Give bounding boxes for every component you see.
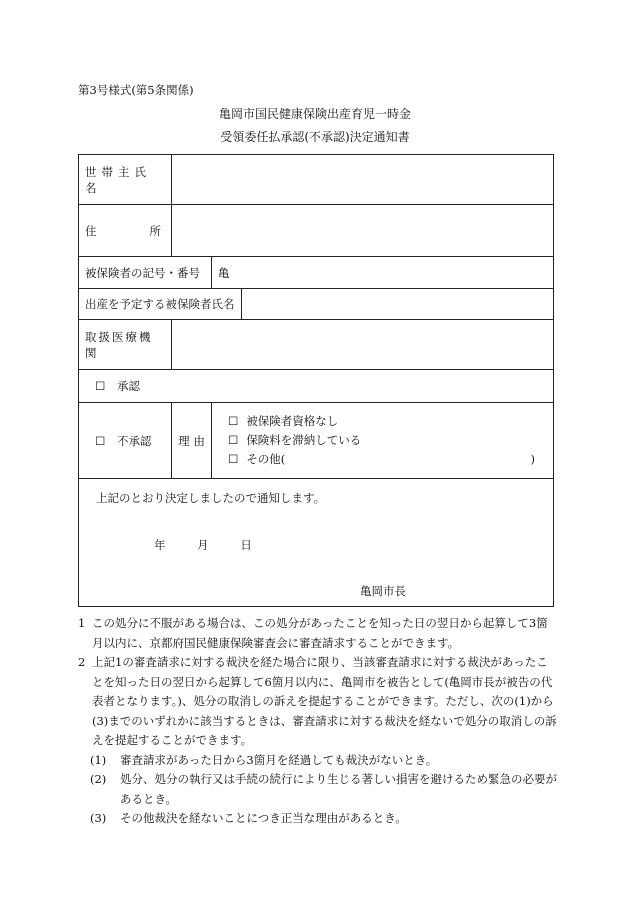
reason-checkbox[interactable]: ☐ [228,452,239,466]
institution-label: 取扱医療機関 [85,329,153,360]
approve-row [79,370,554,403]
insured-code-value[interactable] [212,257,554,289]
reason-label: 理 由 [172,403,212,479]
insured-code-row [79,257,554,289]
reject-checkbox[interactable]: ☐ [95,433,106,448]
institution-row [79,320,554,370]
note-sub-item: (3) その他裁決を経ないことにつき正当な理由があるとき。 [90,811,407,825]
decision-form-table [78,154,554,607]
form-number: 第3号様式(第5条関係) [78,83,194,97]
reason-checkbox[interactable]: ☐ [228,433,239,447]
note-sub-item: (1) 審査請求があった日から3箇月を経過しても裁決がないとき。 [90,752,438,767]
expectant-label: 出産を予定する被保険者氏名 [79,289,242,320]
householder-value[interactable] [172,155,554,205]
approve-checkbox[interactable]: ☐ [95,379,106,393]
address-label: 住 所 [85,223,161,238]
note-sub-item: (2) 処分、処分の執行又は手続の続行により生じる著しい損害を避けるため緊急の必要があるとき。 [90,772,557,806]
insured-code-label: 被保険者の記号・番号 [79,257,212,289]
date-month: 月 [197,538,209,552]
notice-text: 上記のとおり決定しましたので通知します。 [96,491,326,505]
date-year: 年 [154,538,166,552]
reason-checkbox[interactable]: ☐ [228,414,239,428]
reason-item-other: ☐ その他( ) [228,450,547,469]
approve-label: 承認 [116,379,140,393]
expectant-row [79,289,554,320]
address-value[interactable] [172,205,554,257]
expectant-value[interactable] [242,289,554,320]
reason-list [212,403,554,479]
reason-item: ☐ 保険料を滞納している [228,431,547,450]
reason-item: ☐ 被保険者資格なし [228,412,547,431]
document-title-line1: 亀岡市国民健康保険出産育児一時金 [218,107,411,121]
householder-label: 世帯主氏名 [85,164,151,195]
note-item: 1 この処分に不服がある場合は、この処分があったことを知った日の翌日から起算して3箇月以内に、京都府国民健康保険審査会に審査請求することができます。 [78,616,548,650]
insured-code-prefix: 亀 [218,265,230,280]
reject-row [79,403,554,479]
householder-row [79,155,554,205]
signer-name: 亀岡市長 [360,584,406,598]
institution-value[interactable] [172,320,554,370]
document-title-line2: 受領委任払承認(不承認)決定通知書 [220,130,410,144]
date-row [154,537,252,553]
notes-section [78,614,558,829]
note-item: 2 上記1の審査請求に対する裁決を経た場合に限り、当該審査請求に対する裁決があったことを知った日の翌日から起算して6箇月以内に、亀岡市を被告として(亀岡市長が被告の代表者となります。)、処分の取消しの訴えを提起することができます。ただし、次の(1)から(3)までのいずれかに該当するときは、審査請求に対する裁決を経ないで処分の取消しの訴えを提起することができます。 [78,655,557,747]
reject-label: 不承認 [116,433,152,448]
date-day: 日 [240,538,252,552]
address-row [79,205,554,257]
